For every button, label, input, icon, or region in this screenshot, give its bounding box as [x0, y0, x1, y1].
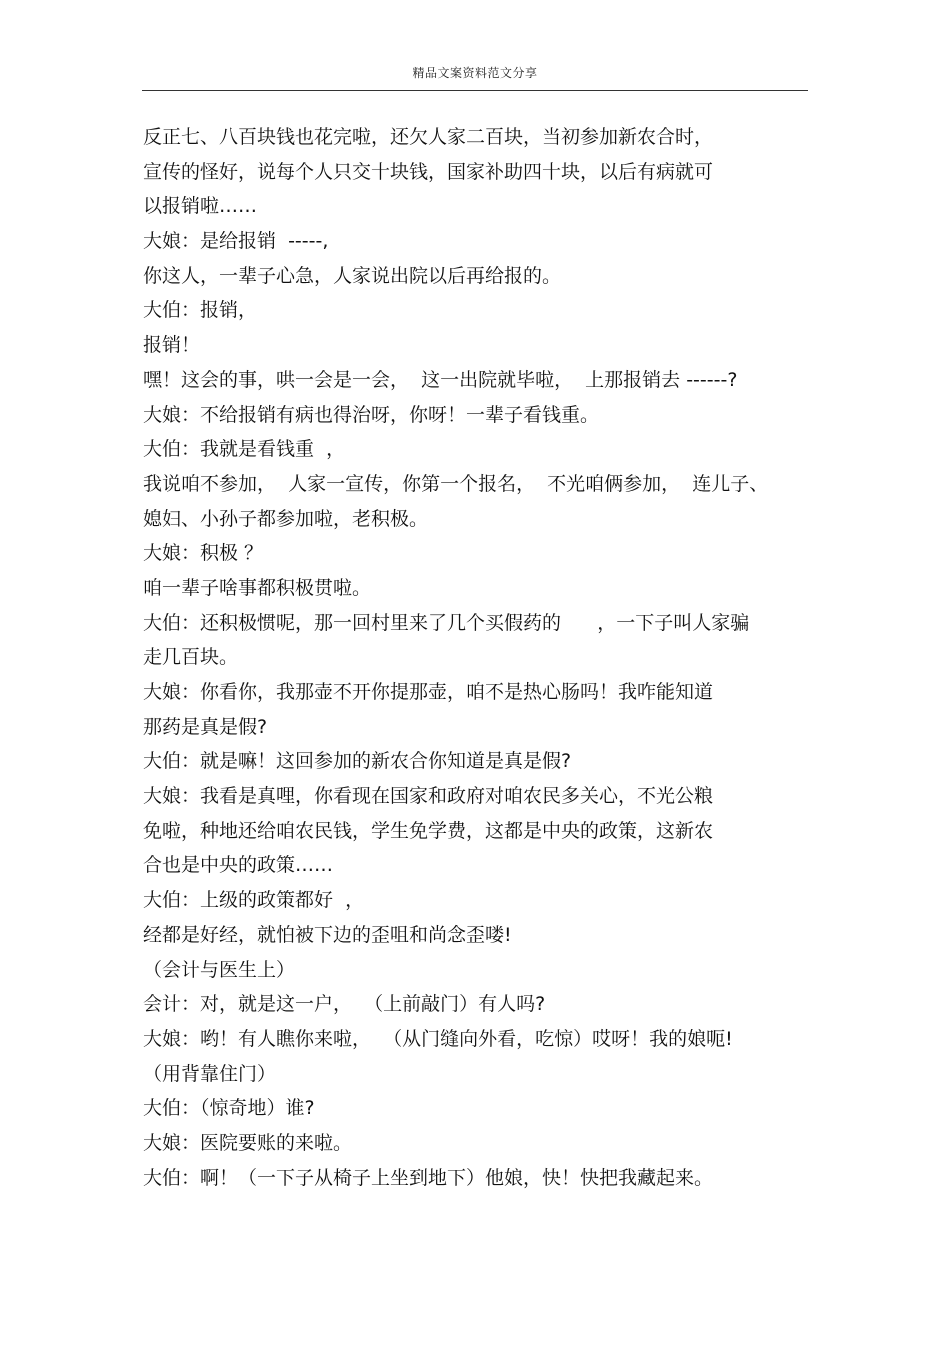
dialogue-line: 大娘：我看是真哩，你看现在国家和政府对咱农民多关心，不光公粮 — [143, 785, 714, 808]
dialogue-line: 大娘：哟！有人瞧你来啦， （从门缝向外看，吃惊）哎呀！我的娘呃! — [143, 1027, 733, 1050]
text-line: 合也是中央的政策…… — [143, 854, 334, 877]
dialogue-line: 会计：对，就是这一户， （上前敲门）有人吗? — [143, 993, 546, 1016]
text-line: 以报销啦…… — [143, 195, 258, 218]
dialogue-line: 大伯：还积极惯呢，那一回村里来了几个买假药的 ，一下子叫人家骗 — [143, 611, 750, 634]
stage-direction: （会计与医生上） — [143, 958, 296, 981]
text-line: 走几百块。 — [143, 646, 239, 669]
dialogue-line: 大娘：医院要账的来啦。 — [143, 1131, 353, 1154]
dialogue-line: 大娘：不给报销有病也得治呀，你呀！一辈子看钱重。 — [143, 403, 600, 426]
text-line: 我说咱不参加， 人家一宣传，你第一个报名， 不光咱俩参加， 连儿子、 — [143, 472, 769, 495]
text-line: 媳妇、小孙子都参加啦，老积极。 — [143, 507, 429, 530]
text-line: 免啦，种地还给咱农民钱，学生免学费，这都是中央的政策，这新农 — [143, 819, 714, 842]
dialogue-line: 大伯：（惊奇地）谁? — [143, 1097, 315, 1120]
text-line: 经都是好经，就怕被下边的歪咀和尚念歪喽! — [143, 923, 512, 946]
header-divider — [142, 90, 808, 91]
dialogue-line: 大伯：就是嘛！这回参加的新农合你知道是真是假? — [143, 750, 572, 773]
text-line: 那药是真是假? — [143, 715, 268, 738]
dialogue-line: 大伯：我就是看钱重 ， — [143, 438, 346, 461]
text-line: 宣传的怪好，说每个人只交十块钱，国家补助四十块，以后有病就可 — [143, 160, 714, 183]
text-line: 报销！ — [143, 334, 201, 357]
dialogue-line: 大娘：你看你，我那壶不开你提那壶，咱不是热心肠吗！我咋能知道 — [143, 681, 714, 703]
text-line: 你这人，一辈子心急，人家说出院以后再给报的。 — [143, 264, 562, 287]
text-line: 咱一辈子啥事都积极贯啦。 — [143, 576, 372, 599]
page-header: 精品文案资料范文分享 — [412, 66, 538, 80]
dialogue-line: 大伯：啊！（一下子从椅子上坐到地下）他娘，快！快把我藏起来。 — [143, 1166, 714, 1189]
dialogue-line: 大伯：报销， — [143, 299, 258, 322]
dialogue-line: 大娘：积极 ？ — [143, 542, 264, 565]
script-body — [143, 120, 823, 1195]
text-line: 嘿！这会的事，哄一会是一会， 这一出院就毕啦， 上那报销去 ------? — [143, 368, 738, 391]
text-line: 反正七、八百块钱也花完啦，还欠人家二百块，当初参加新农合时， — [143, 126, 714, 148]
dialogue-line: 大娘：是给报销 -----, — [143, 230, 329, 253]
stage-direction: （用背靠住门） — [143, 1062, 277, 1085]
dialogue-line: 大伯：上级的政策都好 ， — [143, 889, 365, 912]
